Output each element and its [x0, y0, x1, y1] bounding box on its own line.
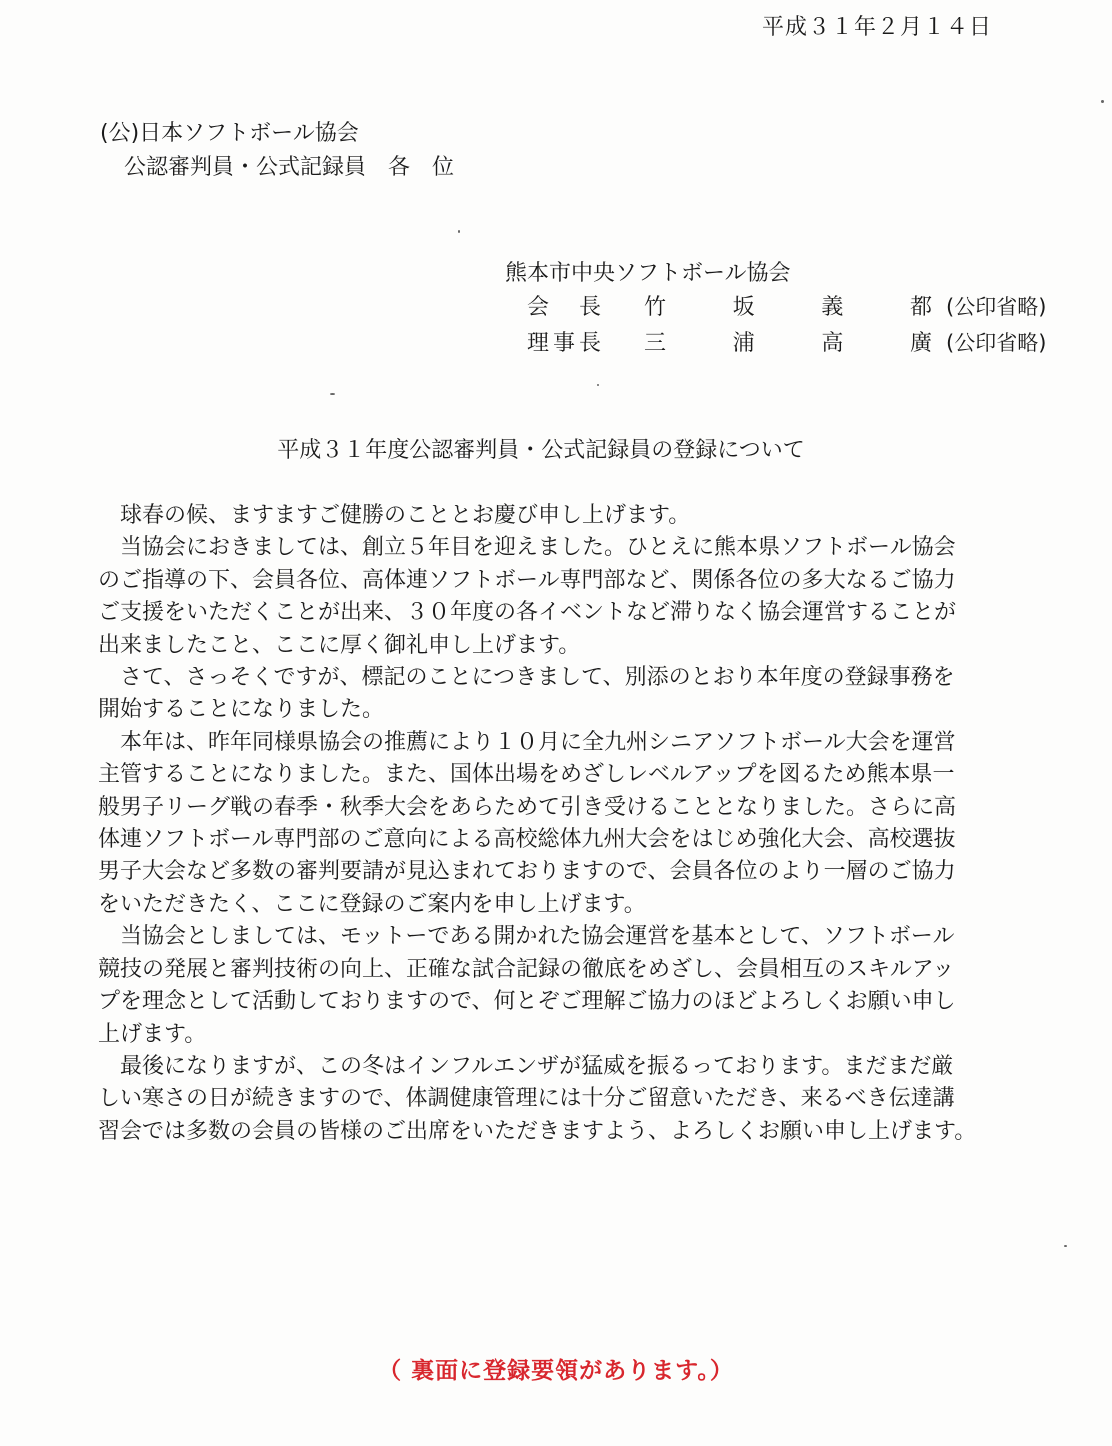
scan-speck: [330, 393, 335, 395]
seal-omitted-note: (公印省略): [946, 295, 1047, 319]
reverse-side-notice: （ 裏面に登録要領があります。）: [378, 1358, 734, 1384]
body-line: 習会では多数の会員の皆様のご出席をいただきますよう、よろしくお願い申し上げます。: [98, 1118, 977, 1144]
body-line: 主管することになりました。また、国体出場をめざしレベルアップを図るため熊本県一: [98, 762, 955, 788]
scan-speck: [1101, 100, 1104, 103]
scan-speck: [1064, 1245, 1067, 1247]
body-line: 当協会におきましては、創立５年目を迎えました。ひとえに熊本県ソフトボール協会: [98, 535, 956, 561]
officer-name-char: 廣: [909, 331, 932, 356]
officer-name-char: 三: [644, 331, 667, 356]
sender-officer-president: [527, 290, 1046, 321]
officer-name: [644, 326, 946, 357]
letter-date: 平成３１年２月１４日: [762, 15, 993, 40]
body-line: 出来ましたこと、ここに厚く御礼申し上げます。: [98, 632, 581, 658]
body-line: 体連ソフトボール専門部のご意向による高校総体九州大会をはじめ強化大会、高校選抜: [98, 827, 956, 853]
body-line: さて、さっそくですが、標記のことにつきまして、別添のとおり本年度の登録事務を: [98, 665, 955, 691]
addressee-roles: 公認審判員・公式記録員 各 位: [124, 155, 455, 180]
scan-speck: [458, 230, 460, 233]
body-line: 男子大会など多数の審判要請が見込まれておりますので、会員各位のより一層のご協力: [98, 859, 956, 885]
letter-body: [98, 500, 1038, 1148]
body-line: しい寒さの日が続きますので、体調健康管理には十分ご留意いただき、来るべき伝達講: [98, 1086, 955, 1112]
officer-title: 会 長: [527, 295, 606, 320]
letter-subject: 平成３１年度公認審判員・公式記録員の登録について: [277, 438, 805, 463]
body-line: 本年は、昨年同様県協会の推薦により１０月に全九州シニアソフトボール大会を運営: [98, 729, 956, 755]
officer-name-char: 都: [909, 295, 932, 320]
body-line: をいただきたく、ここに登録のご案内を申し上げます。: [98, 891, 646, 917]
body-line: 球春の候、ますますご健勝のこととお慶び申し上げます。: [98, 503, 691, 528]
body-line: 最後になりますが、この冬はインフルエンザが猛威を振るっております。まだまだ厳: [98, 1053, 954, 1079]
sender-officer-chairman: [527, 326, 1046, 357]
officer-name-char: 浦: [732, 331, 755, 356]
officer-name-char: 竹: [644, 295, 667, 320]
body-line: ご支援をいただくことが出来、３０年度の各イベントなど滞りなく協会運営することが: [98, 600, 957, 626]
body-line: のご指導の下、会員各位、高体連ソフトボール専門部など、関係各位の多大なるご協力: [98, 567, 956, 593]
officer-name-char: 高: [821, 331, 844, 356]
body-line: 開始することになりました。: [98, 697, 385, 723]
sender-organization: 熊本市中央ソフトボール協会: [505, 261, 791, 286]
officer-title: 理事長: [527, 331, 606, 356]
body-line: 当協会としましては、モットーである開かれた協会運営を基本として、ソフトボール: [98, 924, 955, 950]
body-line: 般男子リーグ戦の春季・秋季大会をあらためて引き受けることとなりました。さらに高: [98, 794, 957, 820]
body-line: 競技の発展と審判技術の向上、正確な試合記録の徹底をめざし、会員相互のスキルアッ: [98, 956, 955, 982]
addressee-organization: (公)日本ソフトボール協会: [100, 121, 359, 146]
officer-name-char: 坂: [732, 295, 755, 320]
officer-name: [644, 290, 946, 321]
officer-name-char: 義: [821, 295, 844, 320]
body-line: プを理念として活動しておりますので、何とぞご理解ご協力のほどよろしくお願い申し: [98, 989, 956, 1015]
seal-omitted-note: (公印省略): [946, 331, 1047, 355]
body-line: 上げます。: [98, 1021, 207, 1047]
scan-speck: [597, 384, 599, 386]
